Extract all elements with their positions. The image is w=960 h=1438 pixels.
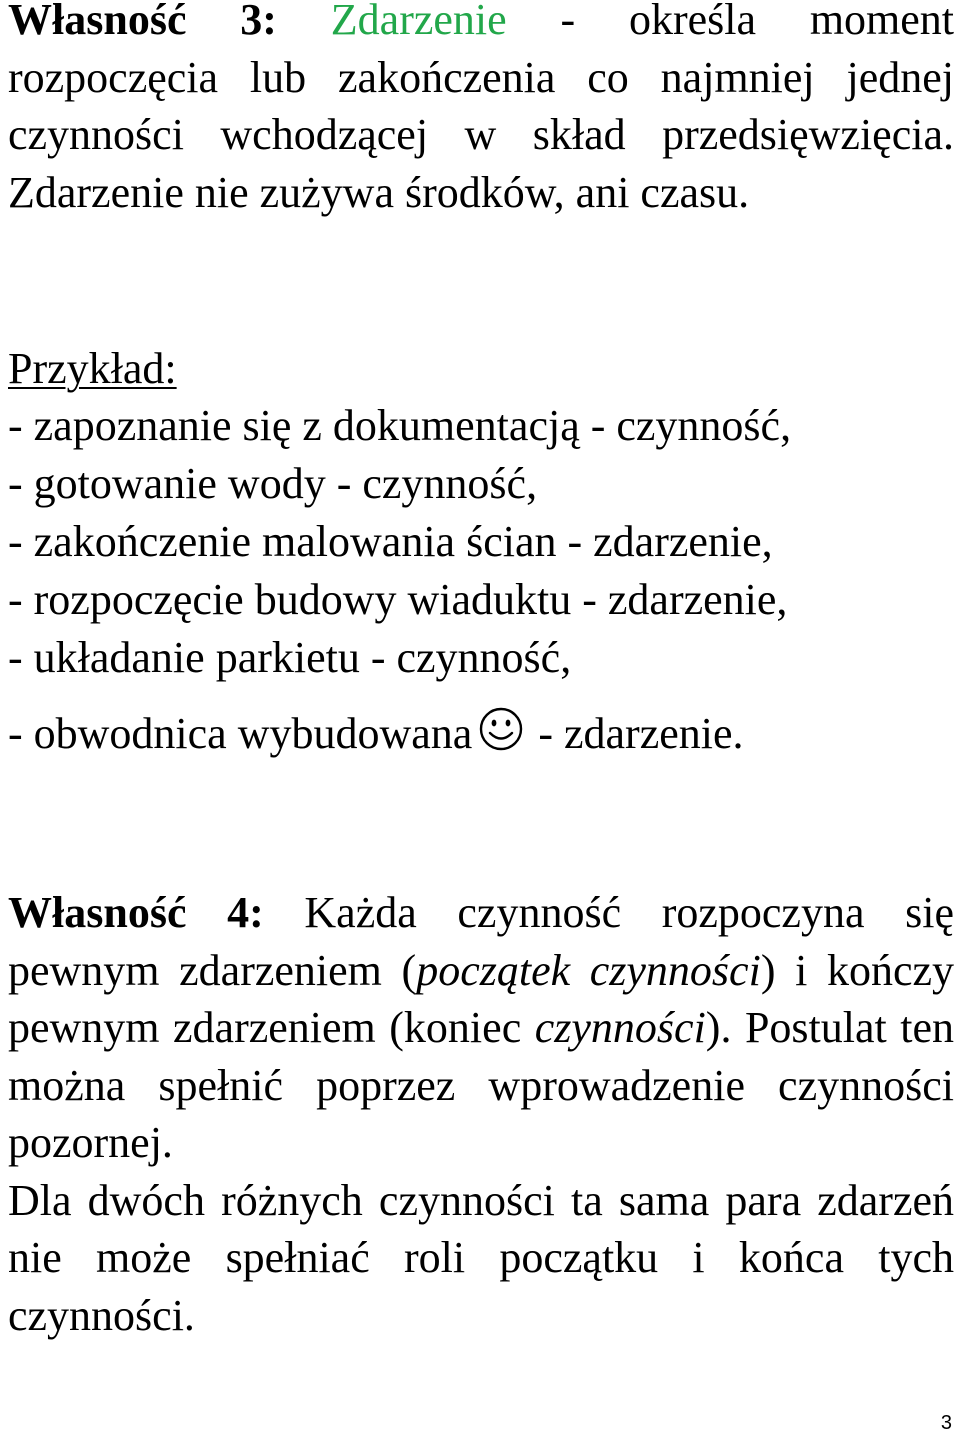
property-4-italic-b: czynności xyxy=(534,1003,706,1052)
example-item-last xyxy=(8,705,954,763)
property-3-label: Własność 3: xyxy=(8,0,277,44)
example-item: - rozpoczęcie budowy wiaduktu - zdarzenie, xyxy=(8,575,788,624)
property-3-term: Zdarzenie xyxy=(330,0,507,44)
property-4-text-b: ) i kończy pewnym zdarzeniem (koniec xyxy=(8,945,954,1052)
example-item-last-after: - zdarzenie. xyxy=(538,709,744,758)
property-4-italic-a: początek czynności xyxy=(416,945,761,995)
property-3-text: - określa moment rozpoczęcia lub zakończenia co najmniej jednej czynności wchodzącej w skład przedsięwzięcia. Zdarzenie nie zużywa środków, ani czasu. xyxy=(8,0,955,217)
example-item: - układanie parkietu - czynność, xyxy=(8,633,572,682)
smiley-icon xyxy=(478,706,524,752)
property-4-text-a: Każda czynność rozpoczyna się pewnym zdarzeniem ( xyxy=(8,888,954,995)
property-4-text-c: ). Postulat ten można spełnić poprzez wprowadzenie czynności pozornej. xyxy=(8,1003,955,1167)
property-4-paragraph xyxy=(8,884,954,1344)
example-item: - gotowanie wody - czynność, xyxy=(8,459,538,508)
example-list xyxy=(8,397,954,763)
property-3-paragraph xyxy=(8,0,954,221)
page-number: 3 xyxy=(940,1412,952,1434)
property-4-label: Własność 4: xyxy=(8,888,264,937)
example-item: - zapoznanie się z dokumentacją - czynność, xyxy=(8,401,792,450)
example-item-last-before: - obwodnica wybudowana xyxy=(8,709,473,758)
example-heading: Przykład: xyxy=(8,344,177,393)
example-item: - zakończenie malowania ścian - zdarzenie, xyxy=(8,517,773,566)
property-4-text-d: Dla dwóch różnych czynności ta sama para zdarzeń nie może spełniać roli początku i końca tych czynności. xyxy=(8,1175,954,1340)
